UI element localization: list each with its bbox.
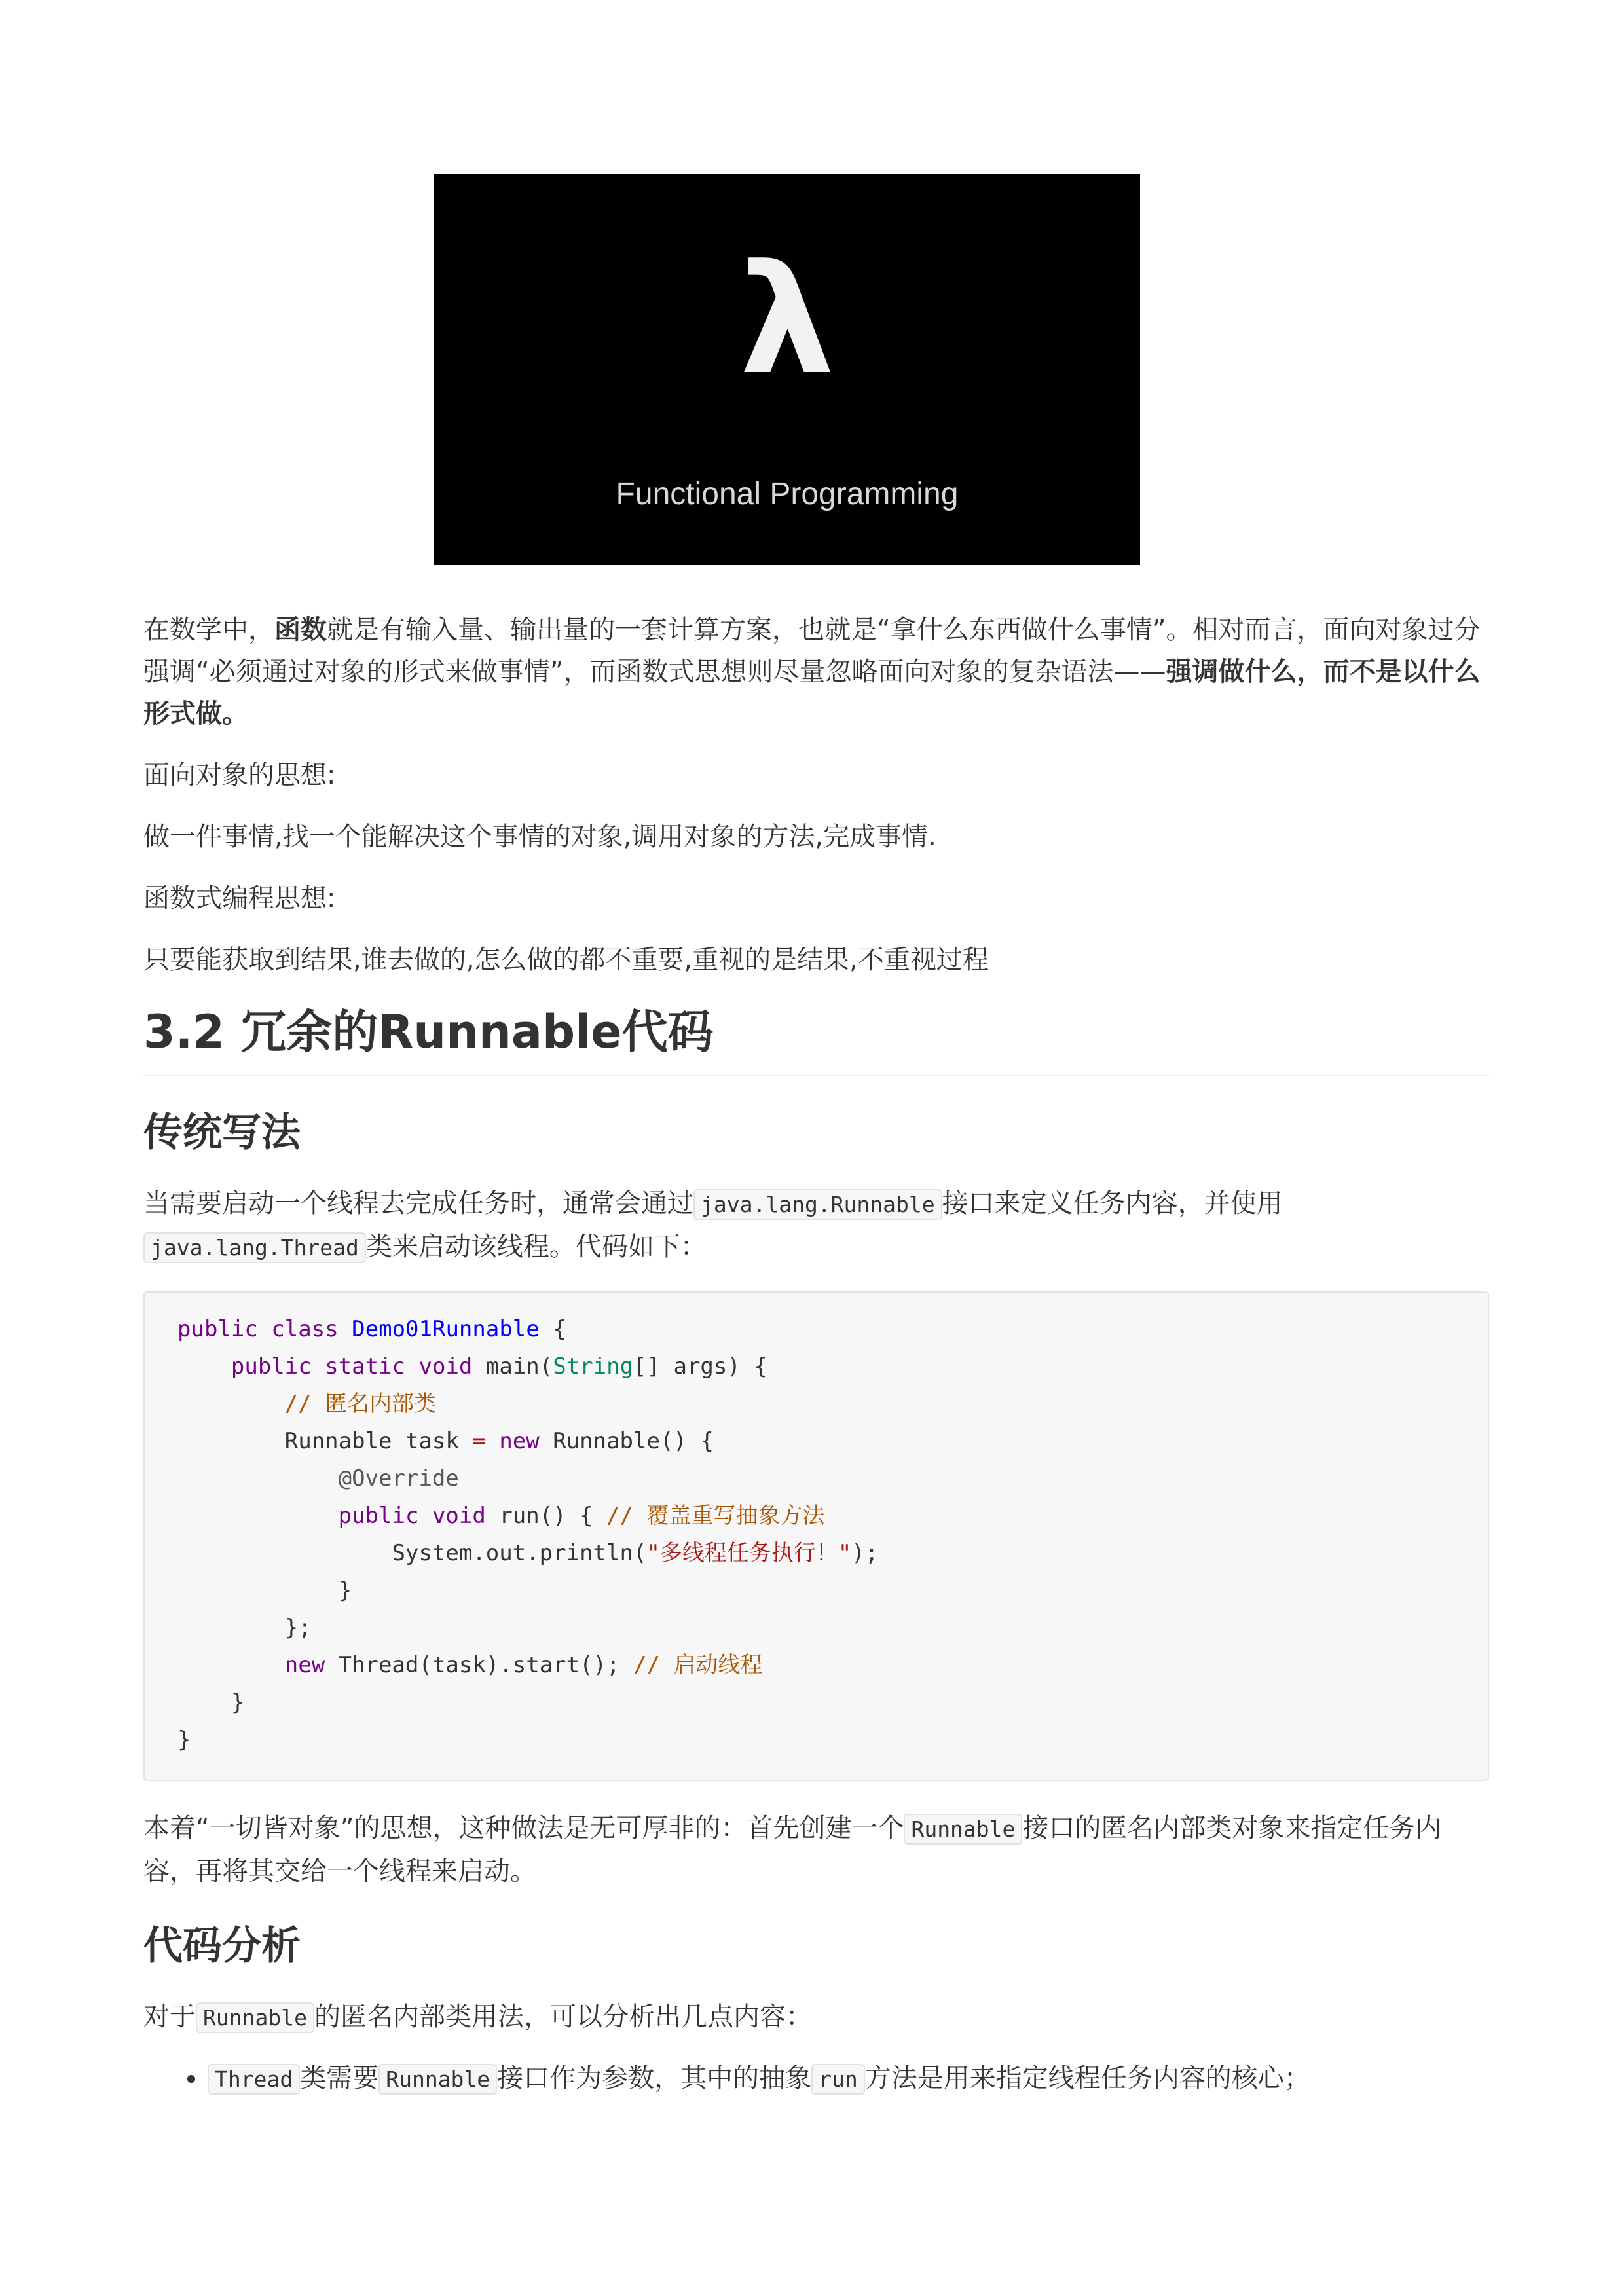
analysis-list (143, 2057, 1489, 2101)
code-comment: // 覆盖重写抽象方法 (606, 1503, 825, 1529)
functional-programming-banner (434, 174, 1140, 565)
code-token: [] args) { (633, 1353, 767, 1380)
code-token: Demo01Runnable (352, 1316, 540, 1342)
code-token: void (432, 1503, 486, 1529)
code-comment: // 启动线程 (633, 1652, 763, 1678)
code-string: "多线程任务执行！" (646, 1540, 852, 1566)
traditional-text: 当需要启动一个线程去完成任务时，通常会通过 (143, 1188, 693, 1219)
code-token: } (338, 1577, 352, 1604)
inline-code: Runnable (378, 2064, 497, 2095)
code-token: new (284, 1652, 325, 1678)
inline-code: Runnable (196, 2002, 314, 2033)
fp-description: 只要能获取到结果,谁去做的,怎么做的都不重要,重视的是结果,不重视过程 (143, 945, 989, 975)
code-token: { (539, 1316, 566, 1342)
code-token: class (271, 1316, 339, 1342)
code-token: } (177, 1727, 191, 1753)
code-token: = (472, 1428, 486, 1454)
list-text: 方法是用来指定线程任务内容的核心； (864, 2063, 1310, 2093)
after-code-paragraph (143, 1807, 1489, 1892)
code-token: } (231, 1689, 245, 1716)
inline-code: java.lang.Thread (143, 1232, 366, 1263)
code-token: main( (472, 1353, 553, 1380)
traditional-title: 传统写法 (143, 1110, 301, 1156)
after-code-text-2: 接口的匿名内部类对象来指定任务内容，再将其交给一个线程来启动。 (143, 1813, 1442, 1886)
intro-paragraph (143, 609, 1489, 735)
analysis-title: 代码分析 (143, 1923, 301, 1969)
traditional-text-3: 类来启动该线程。代码如下： (365, 1232, 707, 1262)
code-token: Runnable task (284, 1428, 473, 1454)
code-block (143, 1291, 1489, 1781)
analysis-paragraph (143, 1996, 1489, 2039)
inline-code: Thread (208, 2064, 300, 2095)
code-token: Thread(task).start(); (325, 1652, 633, 1678)
banner-caption: Functional Programming (616, 477, 959, 511)
code-token: public (177, 1316, 258, 1342)
list-text: 接口作为参数，其中的抽象 (497, 2063, 812, 2093)
analysis-text: 对于 (143, 2002, 196, 2032)
code-token: System.out.println( (392, 1540, 647, 1566)
code-annotation: @Override (338, 1465, 459, 1492)
lambda-symbol: λ (739, 233, 835, 408)
code-token: void (418, 1353, 473, 1380)
code-token: run() { (485, 1503, 607, 1529)
traditional-paragraph (143, 1183, 1489, 1269)
code-token: ); (851, 1540, 879, 1566)
inline-code: java.lang.Runnable (693, 1189, 942, 1220)
intro-bold-function: 函数 (274, 615, 327, 645)
list-text: 类需要 (300, 2063, 379, 2093)
intro-text-2: 就是有输入量、输出量的一套计算方案，也就是“拿什么东西做什么事情”。相对而言，面向对象过分强调“必须通过对象的形式来做事情”，而函数式思想则尽量忽略面向对象的复杂语法—— (143, 615, 1481, 687)
traditional-text-2: 接口来定义任务内容，并使用 (942, 1188, 1283, 1219)
intro-bold-emphasis: 强调做什么，而不是以什么形式做。 (143, 657, 1481, 729)
after-code-text: 本着“一切皆对象”的思想，这种做法是无可厚非的：首先创建一个 (143, 1813, 904, 1843)
section-title: 3.2 冗余的Runnable代码 (143, 1001, 1489, 1076)
code-token: static (325, 1353, 406, 1380)
list-item (208, 2057, 1489, 2101)
code-token: new (499, 1428, 540, 1454)
code-token: }; (284, 1615, 312, 1641)
code-token: public (231, 1353, 312, 1380)
code-token: public (338, 1503, 419, 1529)
code-token: String (553, 1353, 634, 1380)
inline-code: run (811, 2064, 865, 2095)
fp-heading-text: 函数式编程思想: (143, 883, 336, 913)
code-token: Runnable() { (539, 1428, 714, 1454)
oop-description: 做一件事情,找一个能解决这个事情的对象,调用对象的方法,完成事情. (143, 822, 936, 852)
inline-code: Runnable (904, 1814, 1022, 1845)
intro-text: 在数学中， (143, 615, 274, 645)
analysis-text-2: 的匿名内部类用法，可以分析出几点内容： (314, 2002, 812, 2032)
code-comment: // 匿名内部类 (284, 1391, 437, 1417)
document-content (143, 609, 1489, 2101)
oop-heading-text: 面向对象的思想: (143, 760, 336, 790)
